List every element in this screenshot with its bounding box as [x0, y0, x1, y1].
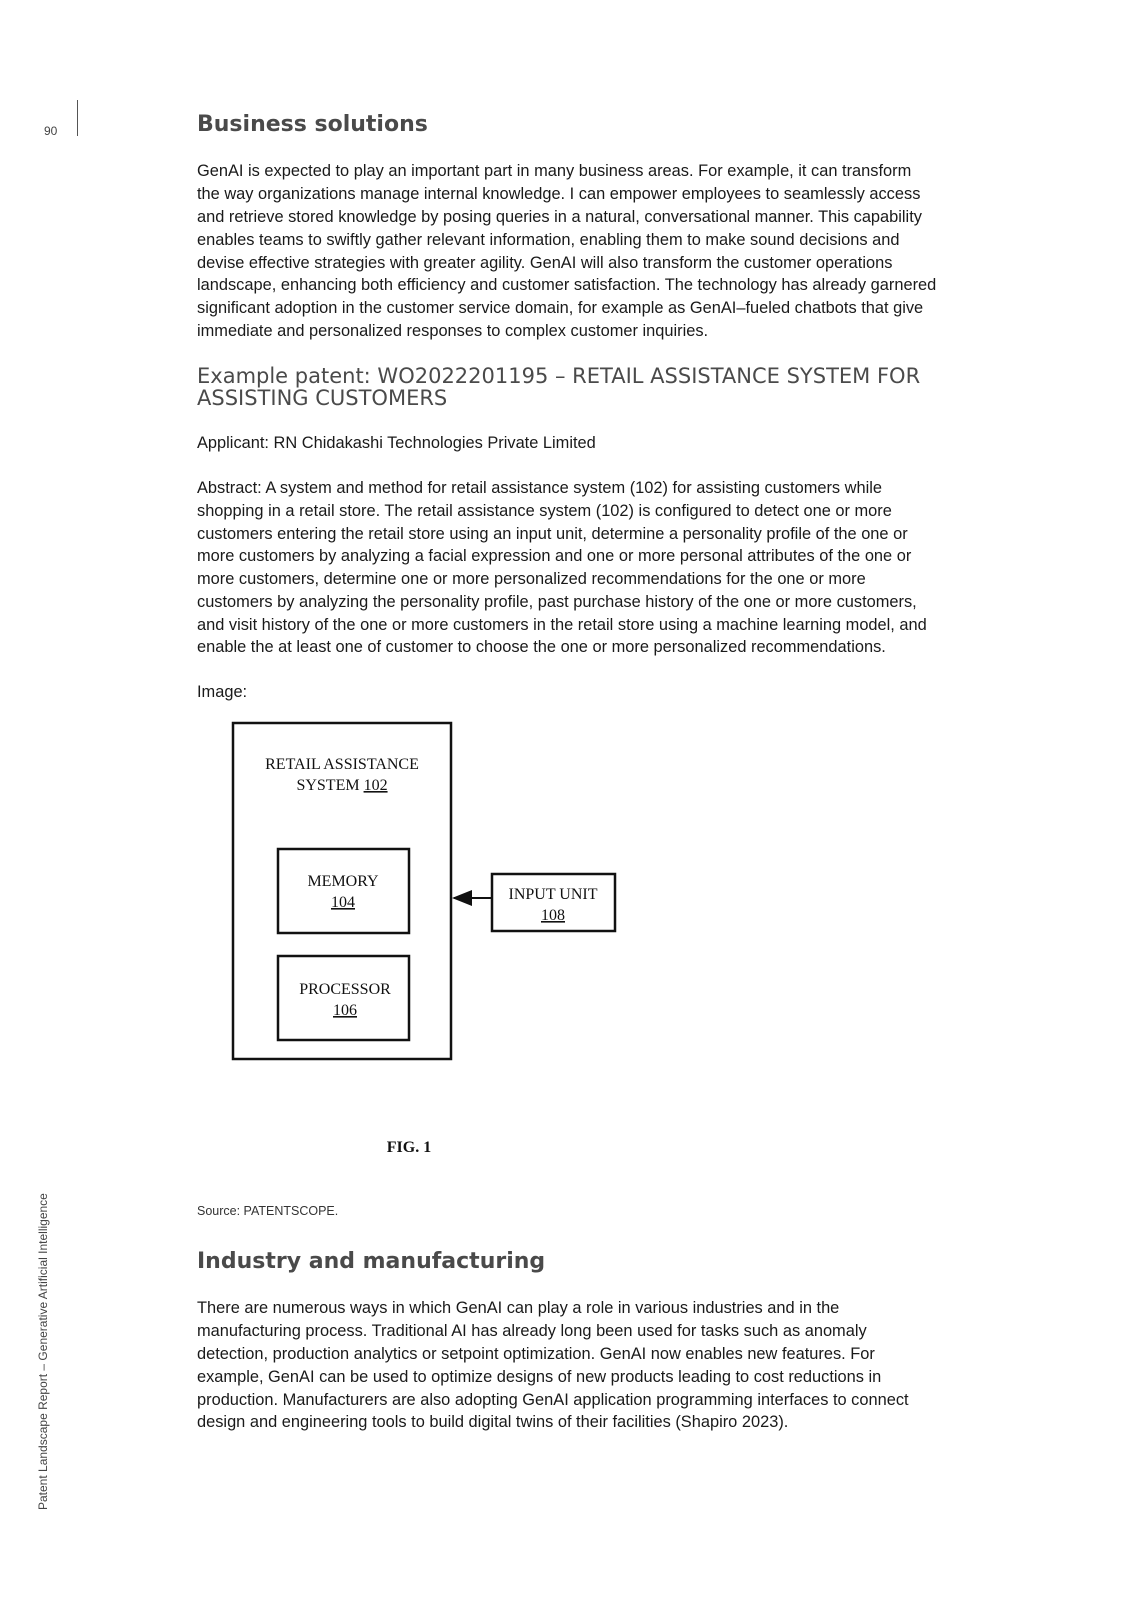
business-paragraph: GenAI is expected to play an important part in many business areas. For example, it can transform the way organizations manage internal knowledge. I can empower employees to seamlessly access and retrieve stored knowledge by posing queries in a natural, conversational manner. This capability enables teams to swiftly gather relevant information, enabling them to make sound decisions and devise effective strategies with greater agility. GenAI will also transform the customer operations landscape, enhancing both efficiency and customer satisfaction. The technology has already garnered significant adoption in the customer service domain, for example as GenAI–fueled chatbots that give immediate and personalized responses to complex customer inquiries. — [197, 162, 937, 340]
page-number: 90 — [44, 124, 58, 138]
system-label-line2: SYSTEM 102 — [296, 777, 388, 795]
image-label: Image: — [197, 683, 248, 702]
patent-heading: Example patent: WO2022201195 – RETAIL ASSISTANCE SYSTEM FOR ASSISTING CUSTOMERS — [197, 363, 921, 411]
processor-ref: 106 — [333, 1002, 357, 1020]
page-number-divider — [77, 100, 78, 136]
memory-ref: 104 — [331, 894, 355, 912]
figure-source: Source: PATENTSCOPE. — [197, 1204, 339, 1219]
patent-figure — [197, 718, 937, 1193]
running-footer: Patent Landscape Report – Generative Artificial Intelligence — [36, 1193, 50, 1510]
figure-caption: FIG. 1 — [386, 1139, 432, 1157]
industry-paragraph: There are numerous ways in which GenAI can play a role in various industries and in the manufacturing process. Traditional AI has already long been used for tasks such as anomaly detection, production analytics or setpoint optimization. GenAI now enables new features. For example, GenAI can be used to optimize designs of new products leading to cost reductions in production. Manufacturers are also adopting GenAI application programming interfaces to connect design and engineering tools to build digital twins of their facilities (Shapiro 2023). — [197, 1299, 909, 1432]
section-heading-business: Business solutions — [197, 112, 428, 137]
memory-box — [278, 849, 409, 933]
page-content — [197, 112, 937, 1456]
system-label-line1: RETAIL ASSISTANCE — [265, 756, 419, 774]
patent-abstract: Abstract: A system and method for retail assistance system (102) for assisting customers while shopping in a retail store. The retail assistance system (102) is configured to detect one or more customers entering the retail store using an input unit, determine a personality profile of the one or more customers by analyzing a facial expression and one or more personal attributes of the one or more customers, determine one or more personalized recommendations for the one or more customers by analyzing the personality profile, past purchase history of the one or more customers, and visit history of the one or more customers in the retail store using a machine learning model, and enable the at least one of customer to choose the one or more personalized recommendations. — [197, 478, 927, 657]
processor-label: PROCESSOR — [299, 981, 391, 999]
system-ref: 102 — [363, 777, 388, 795]
input-unit-ref: 108 — [541, 907, 565, 925]
processor-box — [278, 956, 409, 1040]
block-diagram — [197, 718, 937, 1193]
section-heading-industry: Industry and manufacturing — [197, 1249, 546, 1275]
memory-label: MEMORY — [307, 873, 379, 891]
patent-applicant: Applicant: RN Chidakashi Technologies Private Limited — [197, 434, 596, 453]
input-unit-label: INPUT UNIT — [508, 886, 598, 904]
